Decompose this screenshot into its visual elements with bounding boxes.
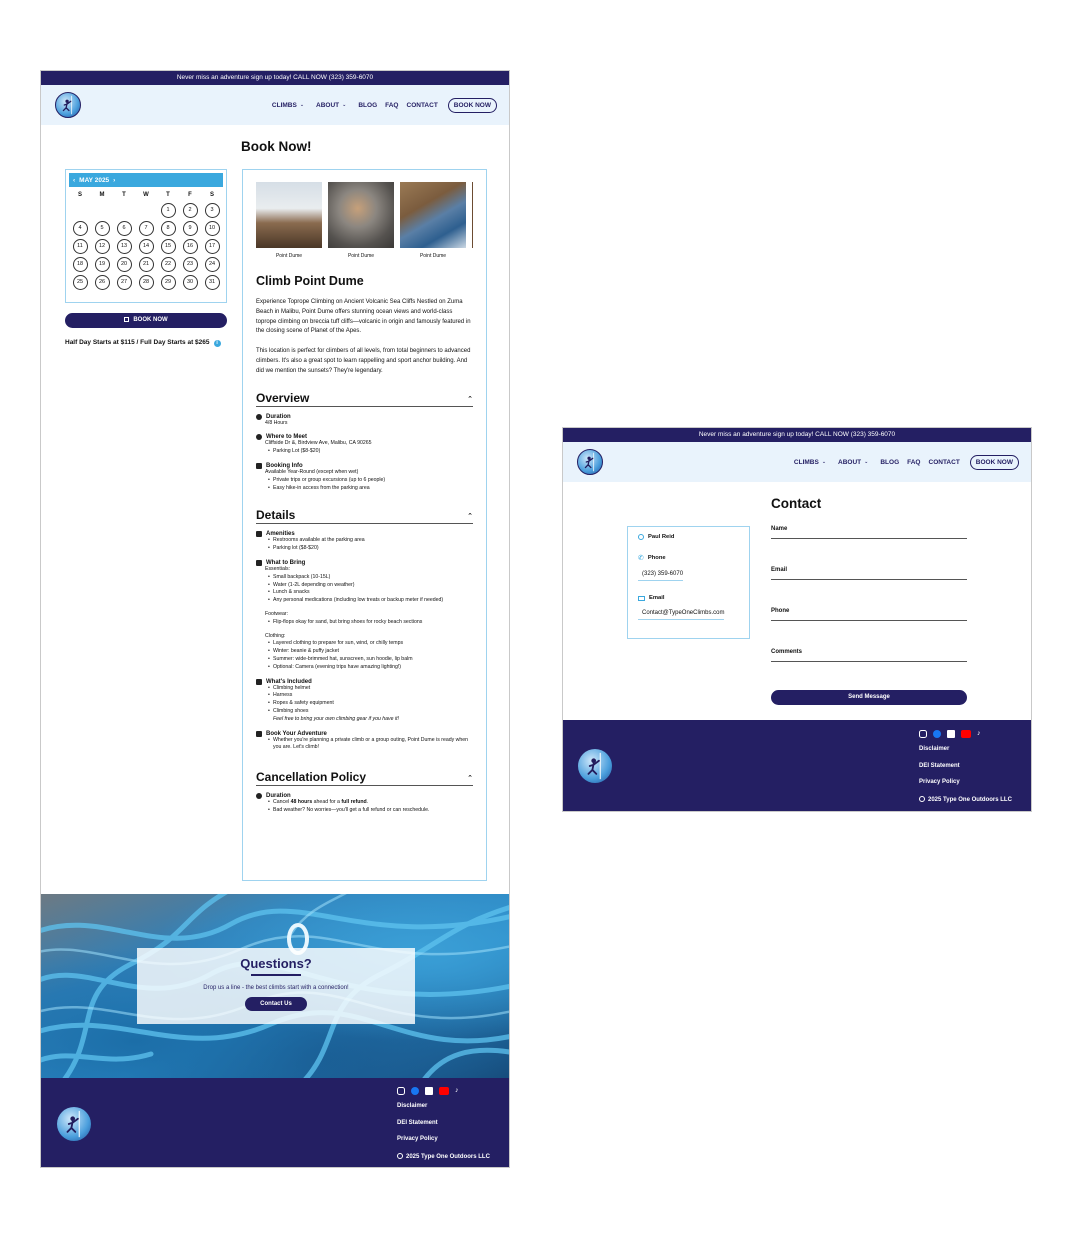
phone-heading [638,554,739,562]
calendar-grid [69,190,223,290]
included-item: • Climbing helmet [256,685,473,693]
footer-copyright [397,1153,490,1169]
main-nav [41,85,509,125]
gallery-caption: Point Dume [419,253,447,259]
adventure-item: • Whether you're planning a private climb or a group outing, Point Dume is ready when you are. Let's climb! [256,737,473,753]
weekday-label: T [166,192,170,198]
calendar-day[interactable]: 15 [161,239,176,254]
calendar-day[interactable]: 17 [205,239,220,254]
calendar-day[interactable]: 2 [183,203,198,218]
climber-logo[interactable] [55,92,81,118]
calendar-day[interactable]: 29 [161,275,176,290]
clothing-label: Clothing: [265,632,286,639]
copyright-text: 2025 Type One Outdoors LLC [928,796,1012,803]
chevron-down-icon: ⌄ [299,102,305,108]
cancel-hours: 48 hours [290,799,313,806]
meet-heading: Where to Meet [266,434,308,441]
gallery-item[interactable] [328,182,394,260]
youtube-icon[interactable] [439,1087,449,1095]
calendar-day[interactable]: 9 [183,221,198,236]
gallery-item[interactable] [256,182,322,260]
nav-about[interactable] [316,102,346,109]
cancel-text: ahead for a [312,799,342,806]
footwear-label: Footwear: [265,610,289,617]
nav-about-label: ABOUT [838,458,862,466]
contact-form [771,526,967,690]
calendar-day[interactable]: 11 [73,239,88,254]
calendar-day[interactable]: 13 [117,239,132,254]
mail-icon [638,596,645,601]
linkedin-icon[interactable] [947,730,955,738]
gallery-item-partial[interactable] [472,182,473,260]
intro-paragraph: Experience Toprope Climbing on Ancient Volcanic Sea Cliffs Nestled on Zuma Beach in Malibu, Point Dume offers stunning ocean views and world-class toprope climbing on breccia tuff cliffs—volcanic in origin and famously featured in the closing scene of Planet of the Apes. [256,299,471,335]
send-message-button[interactable]: Send Message [771,690,967,705]
clothing-item: • Optional: Camera (evening trips have amazing lighting!) [256,664,473,672]
climb-title: Climb Point Dume [256,274,364,288]
footer-privacy-link[interactable]: Privacy Policy [397,1136,438,1142]
gallery-caption: Point Dume [275,253,303,259]
footer-climber-logo[interactable] [57,1107,91,1141]
calendar-day[interactable]: 10 [205,221,220,236]
footer-disclaimer-link[interactable]: Disclaimer [919,746,950,752]
chevron-down-icon: ⌄ [342,102,347,108]
calendar-day[interactable]: 18 [73,257,88,272]
linkedin-icon[interactable] [425,1087,433,1095]
nav-blog[interactable]: BLOG [880,458,900,466]
chevron-up-icon: ⌃ [467,775,473,783]
overview-accordion-header[interactable] [256,391,473,407]
footer-links [397,1103,490,1168]
included-item: • Ropes & safety equipment [256,700,473,708]
instagram-icon[interactable] [397,1087,405,1095]
calendar-day[interactable]: 22 [161,257,176,272]
price-note [65,339,221,347]
footer-privacy-link[interactable]: Privacy Policy [919,779,960,785]
nav-contact[interactable]: CONTACT [406,101,438,109]
cancel-refund: full refund [341,799,367,806]
nav-about[interactable] [838,459,868,466]
social-links [919,730,981,738]
footer-links [919,746,1012,812]
announcement-bar[interactable]: Never miss an adventure sign up today! CALL NOW (323) 359-6070 [563,428,1031,442]
contact-us-button[interactable]: Contact Us [245,997,307,1011]
gallery-photo [256,182,322,248]
weekday-label: M [99,192,105,198]
calendar-day[interactable]: 7 [139,221,154,236]
calendar-day[interactable]: 6 [117,221,132,236]
calendar-day[interactable]: 24 [205,257,220,272]
nav-book-now-button[interactable]: BOOK NOW [970,455,1019,470]
footer-dei-link[interactable]: DEI Statement [919,762,960,769]
calendar-blank [113,203,135,218]
calendar-icon [124,317,129,322]
divider [251,974,301,976]
email-input[interactable] [771,579,967,580]
booking-info-heading: Booking Info [266,462,303,469]
gallery-photo [400,182,466,248]
essential-item: • Small backpack (10-15L) [256,574,473,582]
cancellation-accordion-header[interactable] [256,770,473,786]
comments-field[interactable] [771,649,967,690]
calendar-day[interactable]: 14 [139,239,154,254]
calendar-day[interactable]: 26 [95,275,110,290]
instagram-icon[interactable] [919,730,927,738]
nav-menu [268,85,497,125]
photo-gallery [256,182,473,260]
booking-info-item: • Easy hike-in access from the parking area [256,485,473,493]
chevron-up-icon: ⌃ [467,513,473,521]
overview-title: Overview [256,390,310,405]
climber-logo[interactable] [577,449,603,475]
booking-info-item: • Private trips or group excursions (up to 6 people) [256,477,473,485]
main-nav [563,442,1031,482]
chevron-down-icon: ⌄ [864,459,869,465]
backpack-icon [256,560,262,566]
book-now-button[interactable] [65,313,227,328]
name-input[interactable] [771,538,967,539]
phone-input[interactable] [771,620,967,621]
contact-info-card [627,526,750,639]
climb-details-panel [242,169,487,881]
calendar-day[interactable]: 27 [117,275,132,290]
included-item: • Harness [256,692,473,700]
calendar-day[interactable]: 5 [95,221,110,236]
calendar-day[interactable]: 4 [73,221,88,236]
announcement-bar[interactable]: Never miss an adventure sign up today! CALL NOW (323) 359-6070 [41,71,509,85]
prev-month-button[interactable]: ‹ [73,176,76,184]
clock-icon [256,414,262,420]
info-icon[interactable]: i [214,340,221,347]
clothing-item: • Winter: beanie & puffy jacket [256,648,473,656]
youtube-icon[interactable] [961,730,971,738]
calendar-day[interactable]: 23 [183,257,198,272]
phone-field-label: Phone [771,608,790,614]
included-note: Feel free to bring your own climbing gear if you have it! [273,715,400,722]
calendar-blank [69,203,91,218]
cancellation-block [256,793,473,815]
email-field[interactable] [771,567,967,608]
contact-name: Paul Reid [648,534,675,540]
comments-input[interactable] [771,661,967,662]
calendar-header [69,173,223,187]
site-footer [41,1078,509,1168]
included-block [256,679,473,724]
cancel-text: Cancel [273,799,291,806]
calendar-icon [256,463,262,469]
cancellation-item [256,799,473,807]
gallery-photo [328,182,394,248]
copyright-icon [397,1153,403,1159]
calendar-day[interactable]: 21 [139,257,154,272]
chevron-down-icon: ⌄ [821,459,827,465]
phone-label: Phone [647,555,666,561]
copyright-text: 2025 Type One Outdoors LLC [406,1153,490,1160]
tiktok-icon[interactable]: ♪ [977,730,981,737]
calendar-day[interactable]: 3 [205,203,220,218]
calendar-day[interactable]: 16 [183,239,198,254]
gallery-caption: Point Dume [347,253,375,259]
nav-climbs-label: CLIMBS [793,458,819,466]
calendar-day[interactable]: 20 [117,257,132,272]
booking-calendar [65,169,227,303]
weekday-label: W [143,192,149,198]
name-label: Name [771,526,788,532]
tiktok-icon[interactable]: ♪ [455,1087,459,1094]
adventure-heading: Book Your Adventure [266,730,327,737]
weekday-label: S [209,192,214,198]
bring-heading: What to Bring [266,559,306,566]
questions-text: Drop us a line - the best climbs start with a connection! [203,984,349,991]
phone-icon: ✆ [638,555,644,562]
phone-link[interactable]: (323) 359-6070 [638,571,683,581]
questions-title: Questions? [240,956,312,971]
phone-field[interactable] [771,608,967,649]
calendar-day[interactable]: 19 [95,257,110,272]
cancellation-duration-heading: Duration [266,793,291,800]
calendar-day[interactable]: 25 [73,275,88,290]
contact-person [638,534,739,540]
clothing-item: • Layered clothing to prepare for sun, wind, or chilly temps [256,640,473,648]
clothing-item: • Summer: wide-brimmed hat, sunscreen, sun hoodie, lip balm [256,656,473,664]
nav-book-now-button[interactable]: BOOK NOW [448,98,497,113]
what-to-bring-block [256,560,473,672]
nav-menu [790,442,1019,482]
calendar-day[interactable]: 30 [183,275,198,290]
gallery-item[interactable] [400,182,466,260]
intro-paragraph: This location is perfect for climbers of all levels, from total beginners to advanced climbers. It's also a great spot to learn rappelling and sport anchor building. And did we mention the sunsets? They're legendary. [256,348,471,374]
nav-faq[interactable]: FAQ [907,458,921,466]
chevron-up-icon: ⌃ [467,395,473,403]
email-field-label: Email [771,567,788,573]
essential-item: • Lunch & snacks [256,589,473,597]
next-month-button[interactable]: › [113,176,116,184]
cancel-text: . [366,799,369,806]
duration-heading: Duration [266,413,291,420]
amenities-heading: Amenities [266,531,295,538]
weekday-label: T [122,192,126,198]
email-link[interactable]: Contact@TypeOneClimbs.com [638,610,724,620]
adventure-block [256,731,473,753]
booking-info-block [256,463,473,492]
duration-block [256,414,473,428]
footer-disclaimer-link[interactable]: Disclaimer [397,1103,428,1109]
booking-page-screenshot [40,70,510,1168]
calendar-blank [135,203,157,218]
gallery-photo [472,182,473,248]
user-icon [638,534,644,540]
page-title: Contact [771,496,822,511]
facebook-icon[interactable] [933,730,941,738]
email-label: Email [649,595,665,601]
nav-climbs[interactable] [794,459,826,466]
calendar-day[interactable]: 8 [161,221,176,236]
amenities-block [256,531,473,553]
cancellation-title: Cancellation Policy [256,770,367,785]
amenity-item: • Restrooms available at the parking area [256,537,473,545]
included-item: • Climbing shoes [256,708,473,716]
copyright-icon [919,796,925,802]
calendar-day[interactable]: 12 [95,239,110,254]
questions-card [137,948,415,1024]
facebook-icon[interactable] [411,1087,419,1095]
questions-hero [41,894,510,1078]
footwear-item: • Flip-flops okay for sand, but bring shoes for rocky beach sections [256,619,473,627]
book-now-label: BOOK NOW [133,317,168,323]
page-title: Book Now! [241,139,312,154]
calendar-day[interactable]: 1 [161,203,176,218]
nav-faq[interactable]: FAQ [385,101,399,109]
calendar-month: MAY 2025 [79,176,110,184]
footer-copyright [919,796,1012,813]
name-field[interactable] [771,526,967,567]
price-text: Half Day Starts at $115 / Full Day Starts at $265 [65,339,210,346]
calendar-day[interactable]: 28 [139,275,154,290]
booking-info-line: Available Year-Round (except when wet) [265,468,359,475]
calendar-blank [91,203,113,218]
nav-contact[interactable]: CONTACT [928,458,960,466]
footer-dei-link[interactable]: DEI Statement [397,1119,438,1126]
details-accordion-header[interactable] [256,508,473,524]
details-title: Details [256,508,296,523]
essential-item: • Any personal medications (including low treats or backup meter if needed) [256,597,473,605]
nav-climbs[interactable] [272,102,304,109]
site-footer [563,720,1031,812]
nav-climbs-label: CLIMBS [271,101,297,109]
calendar-day[interactable]: 31 [205,275,220,290]
weekday-label: F [188,192,192,198]
essentials-label: Essentials: [265,565,291,572]
nav-blog[interactable]: BLOG [358,101,378,109]
contact-page-screenshot [562,427,1032,812]
meet-address: Cliffside Dr &, Birdview Ave, Malibu, CA 90265 [265,440,372,447]
amenity-item: • Parking lot ($8-$20) [256,545,473,553]
parking-item: • Parking Lot ($8-$20) [256,448,473,456]
cancellation-item: • Bad weather? No worries—you'll get a full refund or can reschedule. [256,807,473,815]
essential-item: • Water (1-2L depending on weather) [256,582,473,590]
included-heading: What's Included [266,678,312,685]
nav-about-label: ABOUT [316,101,340,109]
footer-climber-logo[interactable] [578,749,612,783]
social-links [397,1087,459,1095]
weekday-label: S [77,192,82,198]
meeting-block [256,434,473,456]
email-heading [638,595,739,601]
comments-label: Comments [771,649,803,655]
duration-value: 4/8 Hours [265,419,288,426]
